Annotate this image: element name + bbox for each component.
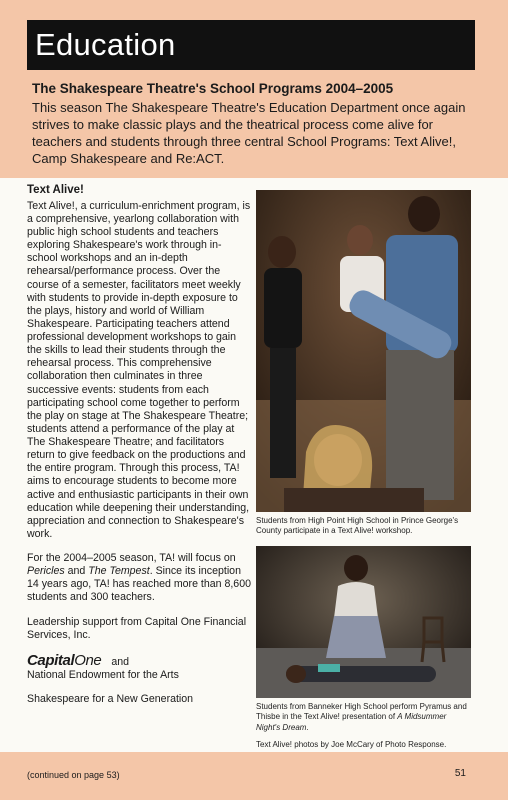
text-alive-column [27,184,252,717]
page-number: 51 [454,768,466,779]
text-alive-description: Text Alive!, a curriculum-enrichment program, is a comprehensive, yearlong collaboration with public high school students and teachers exploring Shakespeare's work through in-school workshops and an in-depth rehearsal/performance process. Over the course of a semester, facilitators meet weekly with students to provide in-depth exposure to the plays, history and world of William Shakespeare. Participating teachers attend professional development workshops to gain the skills to lead their students through the rehearsal process. This comprehensive collaboration then culminates in three successive events: students from each participating school come together to perform the play on stage at The Shakespeare Theatre; students attend a performance of the play at The Shakespeare Theatre; and facilitators return to give feedback on the productions and the entire program. Through this process, TA! aims to encourage students to become more active and enthusiastic participants in their own education while deepening their understanding, appreciation and connection to Shakespeare's work. [27,199,251,540]
support-statement: Leadership support from Capital One Financial Services, Inc. [27,615,247,641]
programs-subtitle: The Shakespeare Theatre's School Programs 2004–2005 [32,81,394,96]
workshop-photo-caption: Students from High Point High School in Prince George's County participate in a Text Alive! workshop. [256,516,459,536]
play-title-pericles: Pericles [27,565,65,578]
sponsor-logo-row [27,653,252,669]
play-title-tempest: The Tempest [88,565,150,578]
play-title-midsummer: A Midsummer Night's Dream [256,712,447,732]
nea-credit: National Endowment for the Arts [27,668,179,681]
photo-credit: Text Alive! photos by Joe McCary of Photo Response. [256,740,447,749]
section-title: Education [35,27,176,62]
text-alive-season-paragraph: For the 2004–2005 season, TA! will focus on Pericles and The Tempest. Since its inception 14 years ago, TA! has reached more than 8,600 students and 300 teachers. [27,552,251,604]
capital-one-logo: CapitalOne [27,651,102,669]
intro-paragraph: This season The Shakespeare Theatre's Education Department once again strives to make classic plays and the theatrical process come alive for teachers and students through three central School Programs: Text Alive!, Camp Shakespeare and Re:ACT. [32,100,466,166]
text-alive-heading: Text Alive! [27,184,84,196]
performance-photo [256,546,471,698]
and-text: and [111,655,130,668]
nea-program: Shakespeare for a New Generation [27,693,194,706]
performance-photo-caption: Students from Banneker High School perform Pyramus and Thisbe in the Text Alive! presentation of A Midsummer Night's Dream. [256,702,467,732]
continued-note: (continued on page 53) [27,770,120,780]
workshop-photo [256,190,471,512]
section-title-bar [27,20,475,70]
